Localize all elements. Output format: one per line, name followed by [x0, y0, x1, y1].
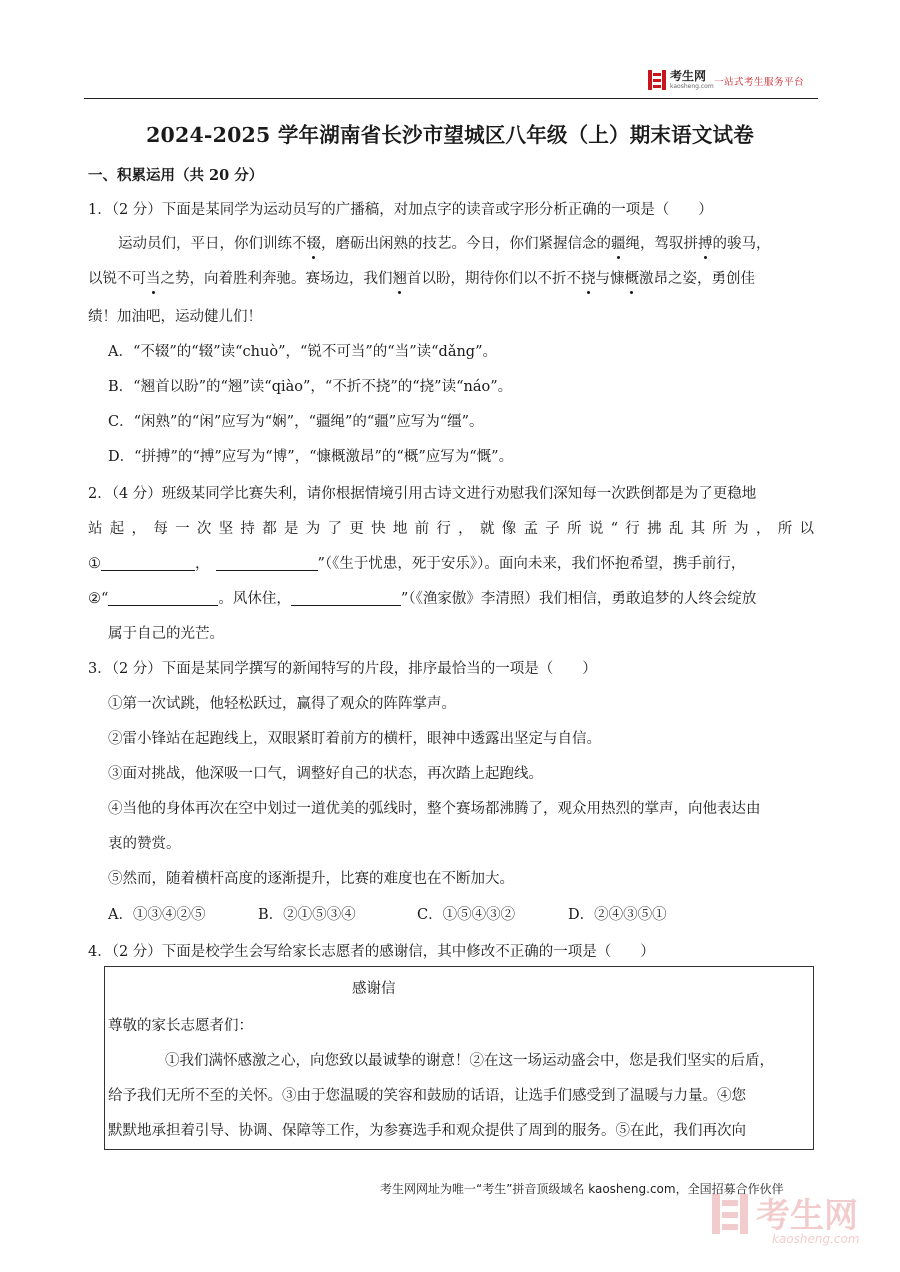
q2-stem-line-5: 属于自己的光芒。	[108, 626, 224, 642]
answer-blank-4[interactable]	[291, 590, 401, 606]
q3-sentence-4: ④当他的身体再次在空中划过一道优美的弧线时，整个赛场都沸腾了，观众用热烈的掌声，向他表达由	[108, 801, 761, 817]
q1-option-b[interactable]: B．“翘首以盼”的“翘”读“qiào”，“不折不挠”的“挠”读“náo”。	[108, 379, 513, 395]
page-title: 2024-2025 学年湖南省长沙市望城区八年级（上）期末语文试卷	[146, 123, 754, 147]
q1-option-d[interactable]: D．“拼搏”的“搏”应写为“博”，“慷概激昂”的“概”应写为“慨”。	[108, 449, 514, 465]
q4-stem: 4．（2 分）下面是校学生会写给家长志愿者的感谢信，其中修改不正确的一项是（ ）	[88, 944, 655, 960]
page-header	[0, 0, 900, 100]
q3-option-b[interactable]: B．②①⑤③④	[258, 907, 356, 923]
q1-option-c[interactable]: C．“闲熟”的“闲”应写为“娴”，“疆绳”的“疆”应写为“缰”。	[108, 414, 484, 430]
letter-salutation: 尊敬的家长志愿者们：	[108, 1018, 253, 1034]
q1-passage-line-3: 绩！加油吧，运动健儿们！	[88, 309, 262, 325]
q2-stem-line-2: 站起，每一次坚持都是为了更快地前行，就像孟子所说“行拂乱其所为，所以	[88, 521, 814, 537]
brand-logo[interactable]	[648, 70, 818, 92]
footer-text: 考生网网址为唯一“考生”拼音顶级域名 kaosheng.com，全国招募合作伙伴	[380, 1182, 784, 1196]
section-heading: 一、积累运用（共 20 分）	[88, 167, 264, 184]
brand-domain: kaosheng.com	[670, 83, 714, 90]
watermark-domain: kaosheng.com	[772, 1232, 860, 1246]
q1-option-a[interactable]: A．“不辍”的“辍”读“chuò”，“锐不可当”的“当”读“dǎng”。	[108, 344, 497, 360]
q2-stem-line-4: ②“ 。风休住， ”（《渔家傲》李清照）我们相信，勇敢追梦的人终会绽放	[88, 591, 757, 607]
answer-blank-1[interactable]	[101, 555, 195, 571]
letter-line-2: 给予我们无所不至的关怀。③由于您温暖的笑容和鼓励的话语，让选手们感受到了温暖与力量。④您	[108, 1088, 746, 1104]
kaosheng-logo-icon	[648, 70, 666, 90]
letter-line-3: 默默地承担着引导、协调、保障等工作，为参赛选手和观众提供了周到的服务。⑤在此，我们再次向	[108, 1123, 746, 1139]
q1-stem: 1．（2 分）下面是某同学为运动员写的广播稿，对加点字的读音或字形分析正确的一项是（ ）	[88, 202, 713, 218]
q3-sentence-5: ⑤然而，随着横杆高度的逐渐提升，比赛的难度也在不断加大。	[108, 871, 514, 887]
q3-sentence-3: ③面对挑战，他深吸一口气，调整好自己的状态，再次踏上起跑线。	[108, 766, 543, 782]
letter-line-1: ①我们满怀感激之心，向您致以最诚挚的谢意！②在这一场运动盛会中，您是我们坚实的后盾，	[165, 1053, 774, 1069]
q3-stem: 3．（2 分）下面是某同学撰写的新闻特写的片段，排序最恰当的一项是（ ）	[88, 661, 597, 677]
q2-stem-line-3: ① ， ”（《生于忧患，死于安乐》）。面向未来，我们怀抱希望，携手前行，	[88, 556, 746, 572]
answer-blank-2[interactable]	[216, 555, 318, 571]
header-divider	[84, 98, 818, 99]
watermark-text: 考生网	[756, 1196, 858, 1236]
watermark	[712, 1188, 882, 1256]
letter-title: 感谢信	[352, 981, 396, 997]
q3-option-d[interactable]: D．②④③⑤①	[568, 907, 667, 923]
brand-slogan: 一站式考生服务平台	[714, 77, 805, 88]
q3-option-c[interactable]: C．①⑤④③②	[417, 907, 516, 923]
watermark-logo-icon	[712, 1194, 748, 1234]
q3-option-a[interactable]: A．①③④②⑤	[108, 907, 206, 923]
q3-sentence-2: ②雷小锋站在起跑线上，双眼紧盯着前方的横杆，眼神中透露出坚定与自信。	[108, 731, 601, 747]
q3-sentence-4-cont: 衷的赞赏。	[108, 836, 181, 852]
q1-passage-line-2: 以锐不可当之势，向着胜利奔驰。赛场边，我们翘首以盼，期待你们以不折不挠与慷概激昂之姿，勇创佳	[88, 267, 755, 288]
brand-name: 考生网	[670, 69, 707, 83]
q3-sentence-1: ①第一次试跳，他轻松跃过，赢得了观众的阵阵掌声。	[108, 696, 456, 712]
q2-stem-line-1: 2．（4 分）班级某同学比赛失利，请你根据情境引用古诗文进行劝慰我们深知每一次跌倒都是为了更稳地	[88, 486, 757, 502]
answer-blank-3[interactable]	[108, 590, 218, 606]
q1-passage-line-1: 运动员们，平日，你们训练不辍，磨砺出闲熟的技艺。今日，你们紧握信念的疆绳，驾驭拼搏的骏马，	[118, 232, 771, 253]
